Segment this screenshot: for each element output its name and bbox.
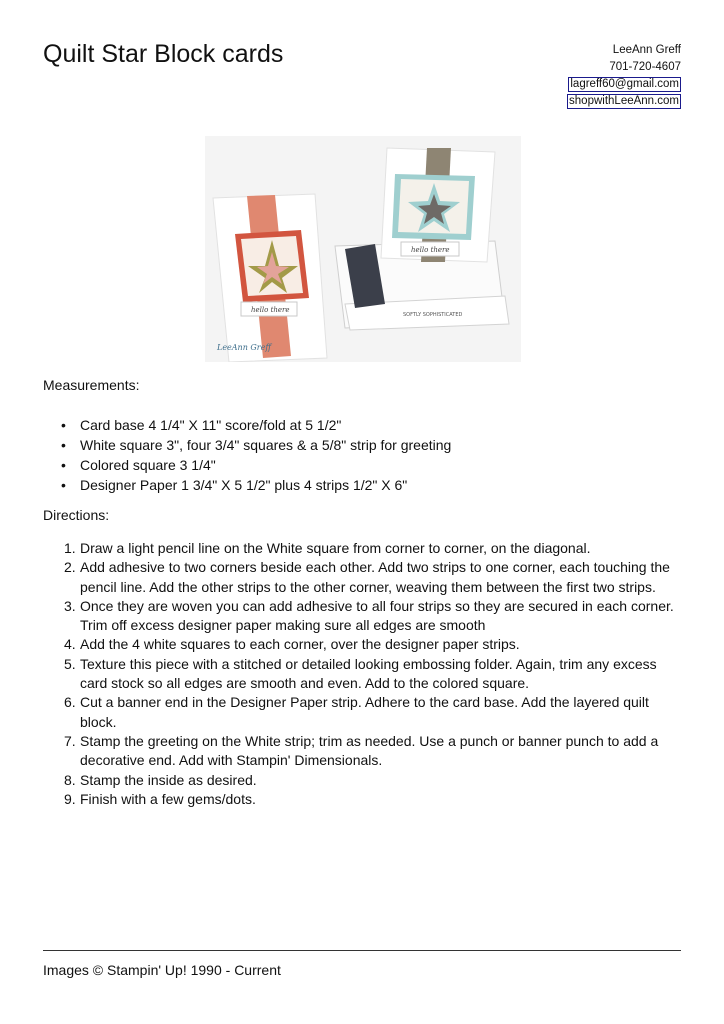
directions-list (43, 539, 683, 809)
list-item: 3. Once they are woven you can add adhesive to all four strips so they are secured in each corner. Trim off excess designer paper making sure all edges are smooth (64, 597, 674, 634)
list-item: • Card base 4 1/4" X 11" score/fold at 5 1/2" (61, 417, 342, 433)
measurements-list (43, 415, 451, 495)
page-title: Quilt Star Block cards (43, 40, 284, 68)
box-label: SOFTLY SOPHISTICATED (403, 312, 463, 318)
list-item: • Designer Paper 1 3/4" X 5 1/2" plus 4 strips 1/2" X 6" (61, 477, 408, 493)
list-item: 8. Stamp the inside as desired. (64, 771, 257, 788)
cards-photo (205, 136, 521, 362)
list-item: 4. Add the 4 white squares to each corner, over the designer paper strips. (64, 636, 520, 653)
photo-signature: LeeAnn Greff (217, 343, 272, 352)
contact-block (567, 42, 681, 110)
cards-illustration (205, 136, 521, 362)
website-link[interactable]: shopwithLeeAnn.com (569, 95, 679, 107)
footer-copyright: Images © Stampin' Up! 1990 - Current (43, 962, 281, 978)
measurements-heading: Measurements: (43, 377, 140, 393)
list-item: 1. Draw a light pencil line on the White square from corner to corner, on the diagonal. (64, 540, 591, 556)
list-item: 7. Stamp the greeting on the White strip; trim as needed. Use a punch or banner punch to add a decorative end. Add with Stampin' Dimensionals. (64, 732, 659, 769)
list-item: • White square 3", four 3/4" squares & a 5/8" strip for greeting (61, 437, 452, 453)
list-item: 6. Cut a banner end in the Designer Paper strip. Adhere to the card base. Add the layered quilt block. (64, 694, 649, 730)
contact-name: LeeAnn Greff (612, 44, 681, 56)
list-item: • Colored square 3 1/4" (61, 457, 216, 473)
list-item: 9. Finish with a few gems/dots. (64, 790, 256, 807)
right-card-greeting: hello there (411, 246, 450, 254)
list-item: 5. Texture this piece with a stitched or detailed looking embossing folder. Again, trim any excess card stock so all edges are smooth and even. Add to the colored square. (64, 655, 657, 692)
list-item: 2. Add adhesive to two corners beside each other. Add two strips to one corner, each touching the pencil line. Add the other strips to the other corner, weaving them between the first two strips. (64, 559, 670, 595)
left-card-greeting: hello there (251, 306, 290, 314)
footer-divider (43, 950, 681, 951)
contact-phone: 701-720-4607 (609, 61, 681, 73)
directions-heading: Directions: (43, 507, 110, 523)
email-link[interactable]: lagreff60@gmail.com (570, 78, 679, 90)
